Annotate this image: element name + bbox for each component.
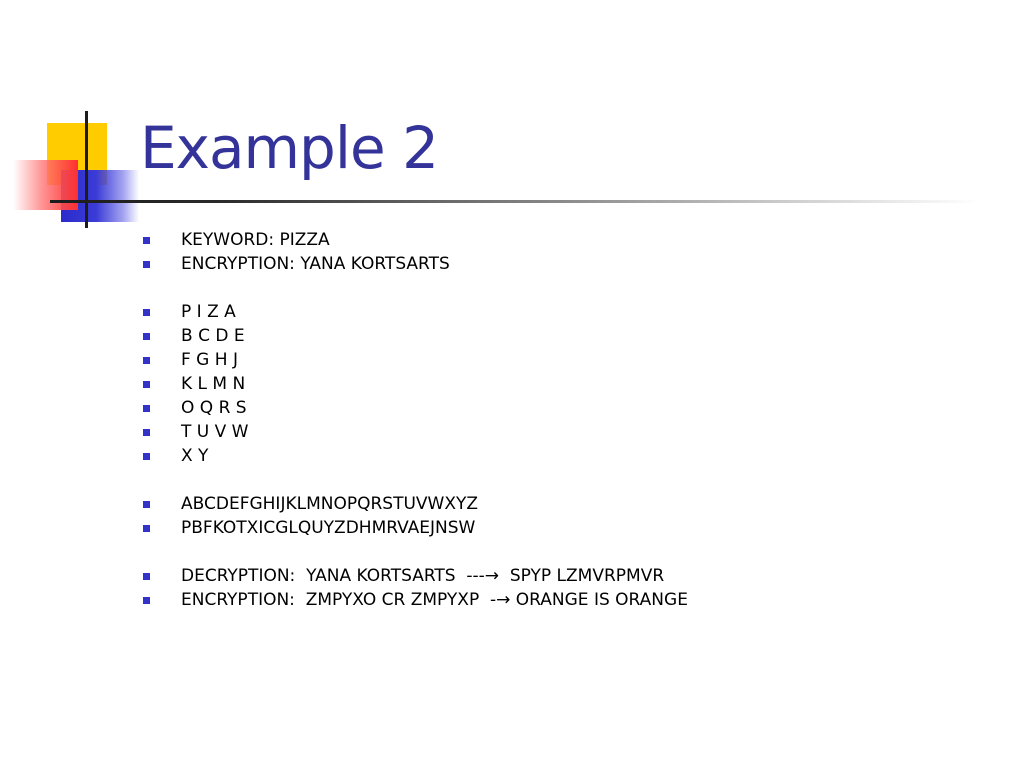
bullet-icon [143,357,150,364]
bullet-item [143,420,688,444]
bullet-text: ABCDEFGHIJKLMNOPQRSTUVWXYZ [181,494,479,514]
bullet-icon [143,597,150,604]
bullet-text: P I Z A [181,302,236,322]
bullet-icon [143,405,150,412]
bullet-icon [143,261,150,268]
slide-title: Example 2 [140,114,438,182]
bullet-text: K L M N [181,374,246,394]
bullet-text: PBFKOTXICGLQUYZDHMRVAEJNSW [181,518,476,538]
bullet-item [143,228,688,252]
bullet-list [143,228,688,612]
bullet-item [143,444,688,468]
title-underline [50,200,980,203]
bullet-text: X Y [181,446,209,466]
bullet-item [143,564,688,588]
bullet-item [143,300,688,324]
bullet-item [143,324,688,348]
bullet-text: F G H J [181,350,238,370]
bullet-icon [143,573,150,580]
bullet-item [143,516,688,540]
bullet-text: DECRYPTION: YANA KORTSARTS ---→ SPYP LZMVRPMVR [181,566,665,586]
bullet-text: ENCRYPTION: YANA KORTSARTS [181,254,450,274]
bullet-icon [143,429,150,436]
bullet-item [143,492,688,516]
bullet-text: O Q R S [181,398,247,418]
bullet-item [143,252,688,276]
bullet-text: KEYWORD: PIZZA [181,230,330,250]
bullet-text: T U V W [181,422,249,442]
bullet-icon [143,525,150,532]
bullet-item [143,396,688,420]
bullet-icon [143,309,150,316]
bullet-item [143,372,688,396]
bullet-item [143,588,688,612]
bullet-icon [143,381,150,388]
bullet-text: ENCRYPTION: ZMPYXO CR ZMPYXP -→ ORANGE IS ORANGE [181,590,688,610]
decorative-vertical-line [85,111,88,228]
bullet-text: B C D E [181,326,245,346]
bullet-icon [143,501,150,508]
bullet-icon [143,453,150,460]
bullet-item [143,348,688,372]
bullet-icon [143,237,150,244]
bullet-icon [143,333,150,340]
